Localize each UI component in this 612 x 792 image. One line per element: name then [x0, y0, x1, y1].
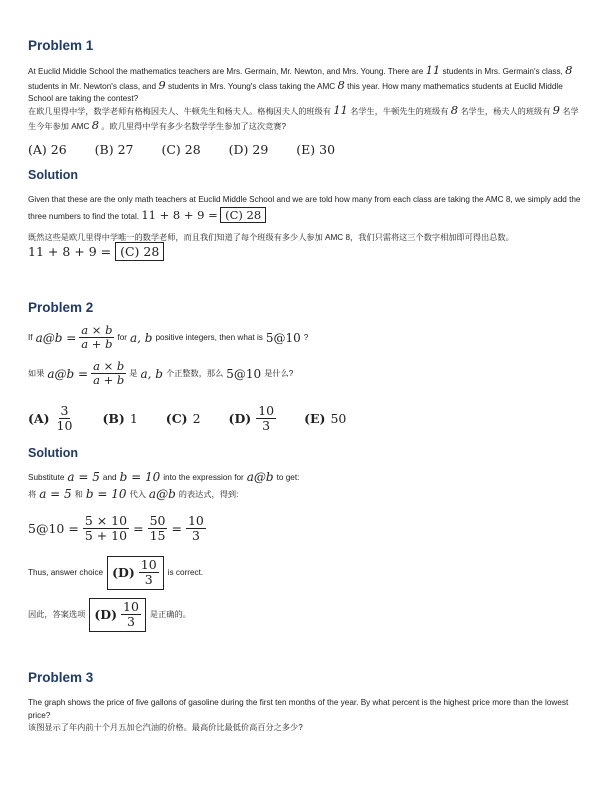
choice-c: (C) 28: [161, 142, 201, 157]
answer-box: (C) 28: [220, 207, 266, 224]
answer-box: (C) 28: [115, 242, 164, 261]
problem-2-choices: (A) $\frac{3}{10}$ (B) 1 (C) 2 (D) $\frac{10}{3}$ (E) 50: [28, 403, 347, 434]
calc-fraction-2: $\frac{50}{15}$: [149, 513, 166, 544]
problem-2-answer-en: Thus, answer choice (D) $\frac{10}{3}$ is correct.: [28, 556, 203, 590]
problem-2-text-zh: 如果 a@b = $\frac{a \times b}{a + b}$ 是 a, b 个正整数，那么 5@10 是什么?: [28, 359, 294, 388]
answer-box: (D) $\frac{10}{3}$: [89, 598, 146, 632]
problem-2-calculation: 5@10 = $\frac{5 \times 10}{5 + 10}$ = $\frac{50}{15}$ = $\frac{10}{3}$: [28, 513, 204, 544]
choice-a-fraction: $\frac{3}{10}$: [56, 403, 73, 434]
fraction: $\frac{a \times b}{a + b}$: [93, 359, 125, 388]
calc-fraction-3: $\frac{10}{3}$: [187, 513, 204, 544]
problem-1-choices: [28, 142, 359, 157]
problem-2-solution-en: Substitute a = 5 and b = 10 into the expression for a@b to get:: [28, 470, 300, 484]
problem-1-title: Problem 1: [28, 38, 94, 53]
answer-box: (D) $\frac{10}{3}$: [107, 556, 164, 590]
problem-3-text-zh: 该图显示了年内前十个月五加仑汽油的价格。最高价比最低价高百分之多少?: [28, 723, 303, 732]
problem-1-solution-zh: 既然这些是欧几里得中学唯一的数学老师，而且我们知道了每个班级有多少人参加 AMC 8，我们只需将这三个数字相加即可得出总数。: [28, 233, 514, 242]
problem-2-title: Problem 2: [28, 300, 94, 315]
problem-1-solution-title: Solution: [28, 168, 78, 182]
problem-1-text-en: At Euclid Middle School the mathematics teachers are Mrs. Germain, Mr. Newton, and Mrs. Young. There are 11 students in Mrs. Germain's class, 8 students in Mr. Newton's class, and 9 students in Mrs. Young's class taking the AMC 8 this year. How many mathematics students at Euclid Middle School are taking the contest?: [28, 63, 573, 103]
choice-d-fraction: $\frac{10}{3}$: [258, 403, 275, 434]
problem-1-solution-zh-expr: 11 + 8 + 9 = (C) 28: [28, 242, 164, 261]
choice-d: (D) 29: [228, 142, 269, 157]
problem-2-text-en: If a@b = $\frac{a \times b}{a + b}$ for a, b positive integers, then what is 5@10 ?: [28, 323, 309, 352]
problem-2-solution-zh: 将 a = 5 和 b = 10 代入 a@b 的表达式，得到:: [28, 487, 239, 501]
calc-fraction-1: $\frac{5 \times 10}{5 + 10}$: [84, 513, 128, 544]
problem-3-title: Problem 3: [28, 670, 94, 685]
problem-1-text-zh: 在欧几里得中学，数学老师有格梅因夫人、牛顿先生和杨夫人。格梅因夫人的班级有 11 名学生，牛顿先生的班级有 8 名学生，杨夫人的班级有 9 名学生今年参加 AMC 8 。欧几里得中学有多少名数学学生参加了这次竞赛?: [28, 103, 579, 132]
fraction: $\frac{a \times b}{a + b}$: [81, 323, 113, 352]
choice-b: (B) 27: [94, 142, 134, 157]
problem-2-answer-zh: 因此，答案选项 (D) $\frac{10}{3}$ 是正确的。: [28, 598, 191, 632]
problem-2-solution-title: Solution: [28, 446, 78, 460]
problem-3-text-en: The graph shows the price of five gallons of gasoline during the first ten months of the year. By what percent is the highest price more than the lowest price?: [28, 698, 569, 720]
choice-e: (E) 30: [296, 142, 336, 157]
problem-1-solution-en: Given that these are the only math teachers at Euclid Middle School and we are told how many from each class are taking the AMC 8, we simply add the three numbers to find the total. 11 + 8 + 9 = (C) 28: [28, 195, 581, 222]
choice-a: (A) 26: [28, 142, 67, 157]
